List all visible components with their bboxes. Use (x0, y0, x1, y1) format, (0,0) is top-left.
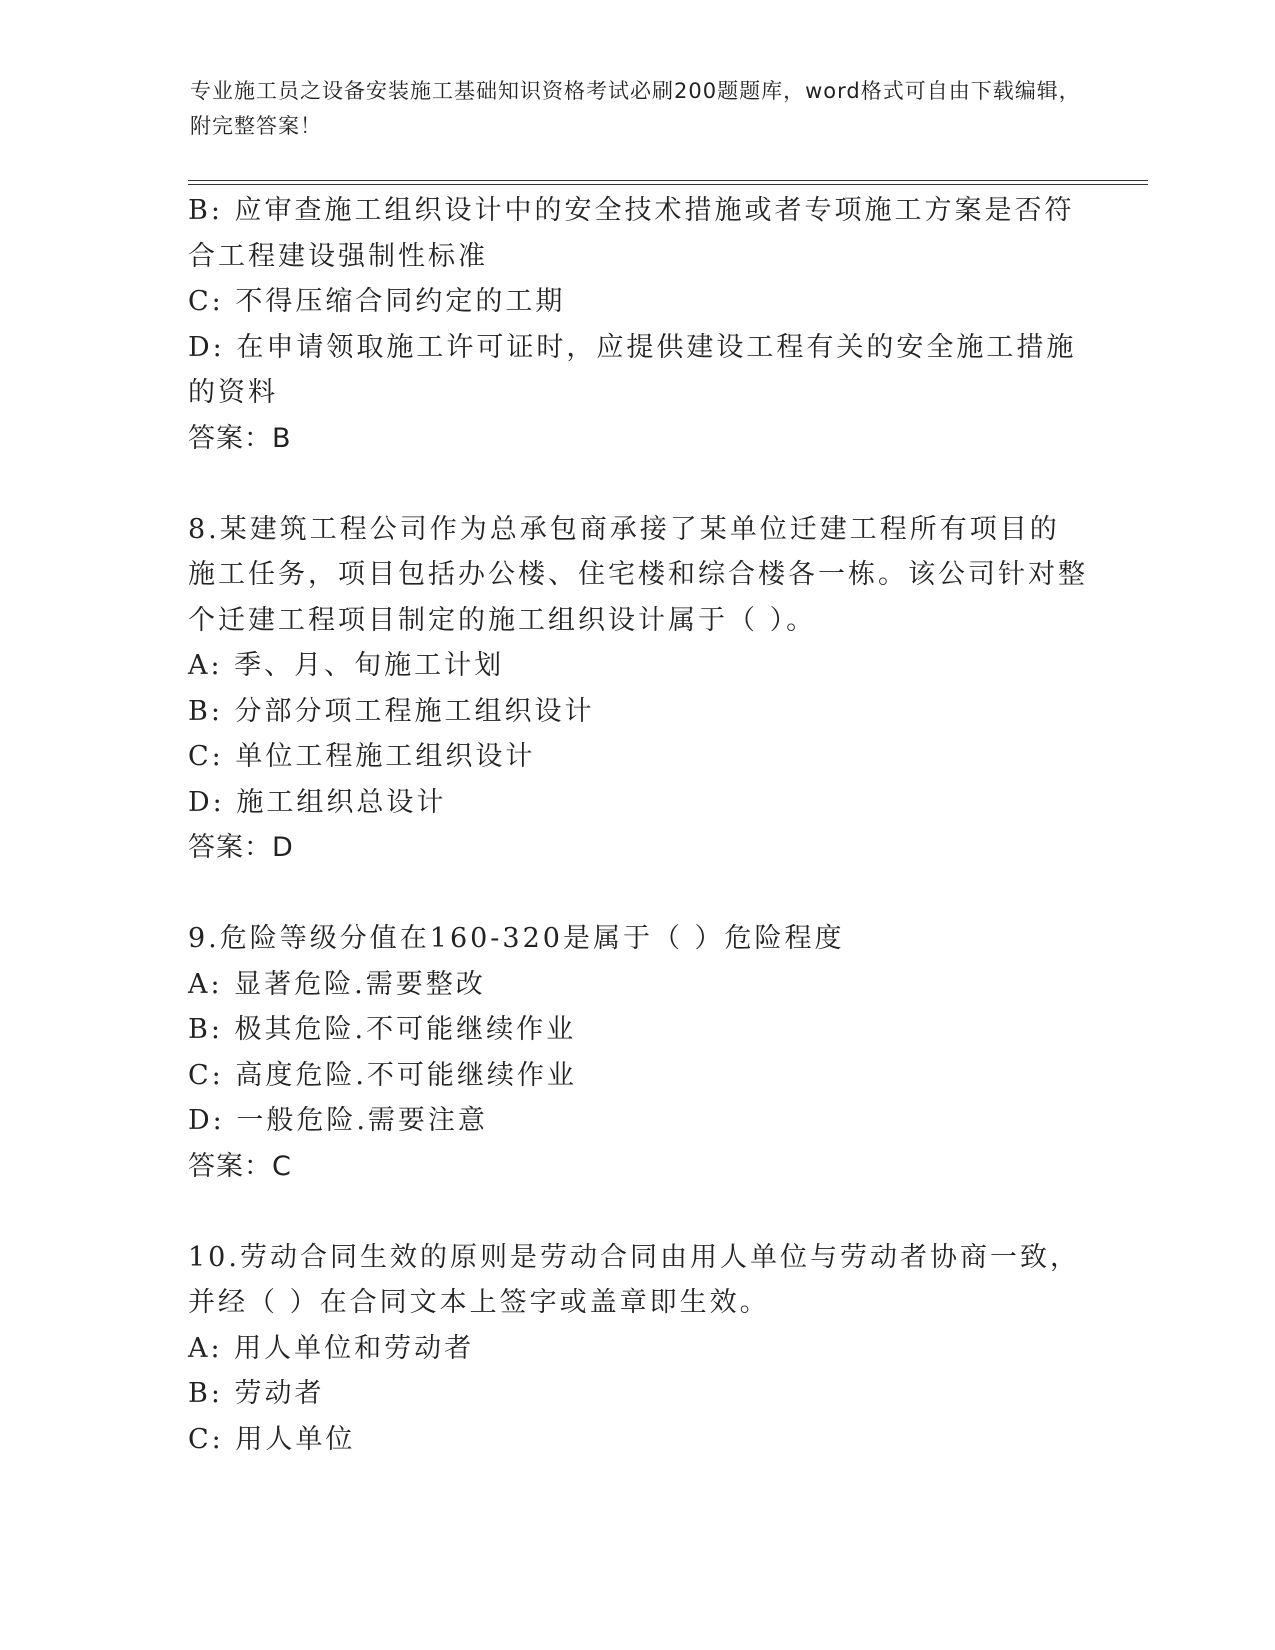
header-divider-bottom (188, 184, 1148, 185)
spacer (188, 461, 1088, 507)
document-header: 专业施工员之设备安装施工基础知识资格考试必刷200题题库，word格式可自由下载编辑，附完整答案！ (190, 79, 1081, 138)
q9-option-d: D: 一般危险.需要注意 (188, 1105, 488, 1136)
q8-option-b: B: 分部分项工程施工组织设计 (188, 695, 595, 727)
spacer (188, 871, 1088, 917)
q7-option-d: D: 在申请领取施工许可证时，应提供建设工程有关的安全施工措施的资料 (188, 331, 1077, 408)
q8-stem: 8.某建筑工程公司作为总承包商承接了某单位迁建工程所有项目的施工任务，项目包括办公楼、住宅楼和综合楼各一栋。该公司针对整个迁建工程项目制定的施工组织设计属于（ ）。 (188, 513, 1088, 636)
q8-option-c: C: 单位工程施工组织设计 (188, 741, 536, 772)
q10-option-b: B: 劳动者 (188, 1378, 325, 1409)
q9-option-b: B: 极其危险.不可能继续作业 (188, 1014, 577, 1045)
q7-option-b: B: 应审查施工组织设计中的安全技术措施或者专项施工方案是否符合工程建设强制性标准 (188, 195, 1075, 272)
q10-option-c: C: 用人单位 (188, 1423, 356, 1455)
q7-answer: 答案：B (188, 422, 292, 454)
q8-option-a: A: 季、月、旬施工计划 (188, 650, 505, 681)
q8-answer: 答案：D (188, 832, 294, 863)
q10-option-a: A: 用人单位和劳动者 (188, 1332, 475, 1364)
q9-option-c: C: 高度危险.不可能继续作业 (188, 1059, 577, 1091)
q8-option-d: D: 施工组织总设计 (188, 786, 447, 818)
q9-answer: 答案：C (188, 1150, 292, 1182)
q9-option-a: A: 显著危险.需要整改 (188, 968, 486, 1000)
question-content (188, 188, 1088, 1462)
spacer (188, 1189, 1088, 1235)
header-divider-top (188, 180, 1148, 181)
q9-stem: 9.危险等级分值在160-320是属于（ ）危险程度 (188, 923, 845, 954)
q7-option-c: C: 不得压缩合同约定的工期 (188, 286, 566, 317)
q10-stem: 10.劳动合同生效的原则是劳动合同由用人单位与劳动者协商一致，并经（ ）在合同文本上签字或盖章即生效。 (188, 1241, 1080, 1318)
